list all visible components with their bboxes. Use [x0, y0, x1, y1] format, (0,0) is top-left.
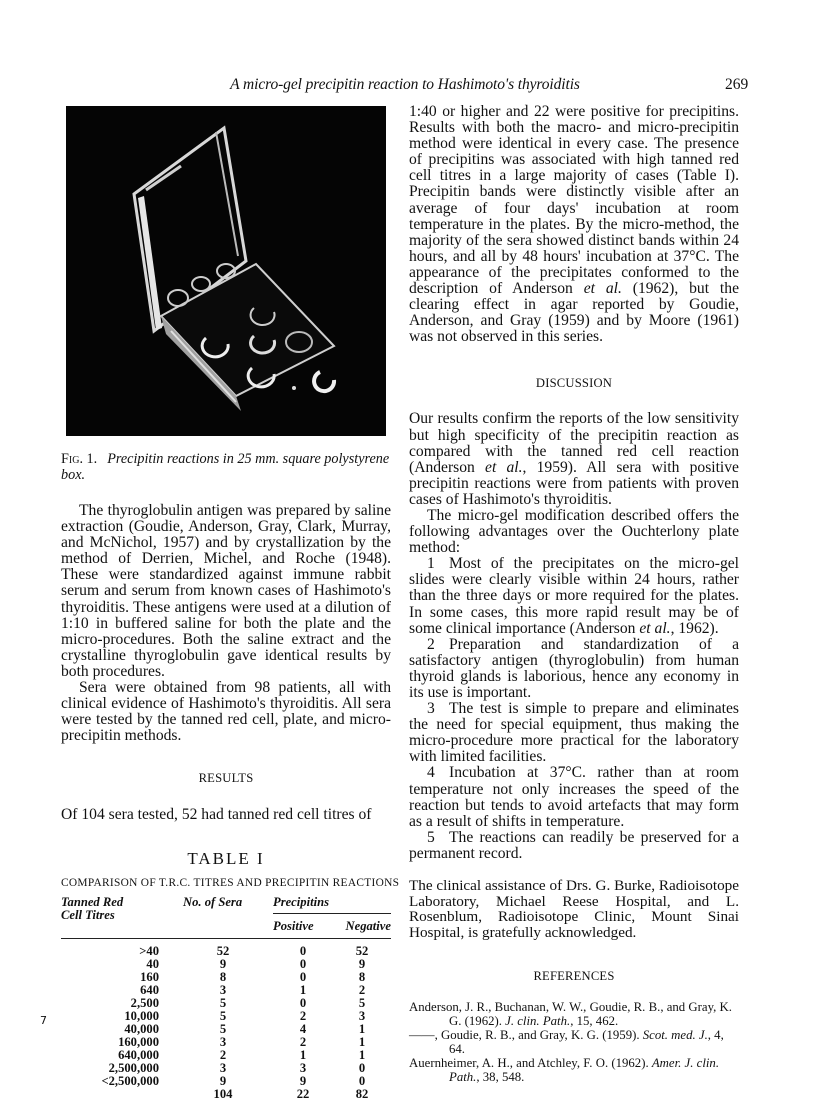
- cell-titre: 40: [146, 956, 159, 971]
- cell-positive: 0: [299, 956, 307, 971]
- cell-sera: 5: [219, 1021, 227, 1036]
- discussion-paragraph-1: Our results confirm the reports of the low sensitivity but high specificity of the precipitin reaction as compared with the tanned red cell reaction (Anderson et al., 1959). All sera with positive precipitin reactions were from patients with proven cases of Hashimoto's thyroiditis.: [409, 410, 739, 508]
- running-head: [0, 76, 816, 96]
- cell-positive: 0: [299, 943, 307, 958]
- cell-negative: 8: [358, 969, 366, 984]
- cell-negative: 0: [358, 1060, 366, 1075]
- cell-titre: 40,000: [124, 1021, 159, 1036]
- cell-sera: 5: [219, 995, 227, 1010]
- cell-sera: 52: [216, 943, 230, 958]
- total-positive: 22: [296, 1086, 310, 1101]
- cell-positive: 0: [299, 969, 307, 984]
- acknowledgement: The clinical assistance of Drs. G. Burke, Radioisotope Laboratory, Michael Reese Hospital, and L. Rosenblum, Radioisotope Clinic, Mount Sinai Hospital, is gratefully acknowledged.: [409, 877, 739, 942]
- cell-sera: 2: [219, 1047, 227, 1062]
- table-row: [61, 945, 391, 958]
- references-list: [409, 1000, 739, 1084]
- cell-titre: 10,000: [124, 1008, 159, 1023]
- table-header-row: [61, 896, 391, 914]
- titre-precipitin-table: [61, 896, 391, 1101]
- results-paragraph-continued: 1:40 or higher and 22 were positive for precipitins. Results with both the macro- and micro-precipitin method were identical in every case. The presence of precipitins was associated with high tanned red cell titres in a large majority of cases (Table I). Precipitin bands were distinctly visible after an average of four days' incubation at room temperature in the plates. By the micro-method, the majority of the sera showed distinct bands within 24 hours, and all by 48 hours' incubation at 37°C. The appearance of the precipitates conformed to the description of Anderson et al. (1962), but the clearing effect in agar reported by Goudie, Anderson, and Gray (1959) and by Moore (1961) was not observed in this series.: [409, 103, 739, 346]
- table-row: [61, 971, 391, 984]
- figure-photo-polystyrene-box: [66, 106, 386, 436]
- figure-caption-text: Precipitin reactions in 25 mm. square polystyrene box.: [61, 451, 390, 483]
- cell-negative: 9: [358, 956, 366, 971]
- table-row: [61, 1075, 391, 1088]
- reference-item: ——, Goudie, R. B., and Gray, K. G. (1959). Scot. med. J., 4, 64.: [409, 1027, 724, 1056]
- cell-positive: 9: [299, 1073, 307, 1088]
- cell-positive: 1: [299, 1047, 307, 1062]
- cell-negative: 1: [358, 1047, 366, 1062]
- running-title: A micro-gel precipitin reaction to Hashimoto's thyroiditis: [230, 76, 580, 93]
- reference-item: Auernheimer, A. H., and Atchley, F. O. (1962). Amer. J. clin. Path., 38, 548.: [409, 1055, 720, 1084]
- discussion-heading: DISCUSSION: [535, 376, 613, 391]
- table-row: [61, 1049, 391, 1062]
- cell-negative: 5: [358, 995, 366, 1010]
- header-titres: Tanned Red Cell Titres: [61, 894, 124, 922]
- header-precipitins: Precipitins: [273, 896, 391, 914]
- advantage-item-3: 3 The test is simple to prepare and eliminates the need for special equipment, thus making the micro-procedure more practical for the laboratory with limited facilities.: [409, 700, 739, 766]
- cell-titre: 2,500: [130, 995, 159, 1010]
- table-row: [61, 1023, 391, 1036]
- cell-negative: 1: [358, 1034, 366, 1049]
- right-column: [409, 104, 739, 1084]
- table-row: [61, 984, 391, 997]
- header-negative: Negative: [345, 918, 391, 933]
- cell-positive: 2: [299, 1034, 307, 1049]
- table-row: [61, 997, 391, 1010]
- cell-sera: 3: [219, 1060, 227, 1075]
- table-row: [61, 1062, 391, 1075]
- cell-titre: <2,500,000: [101, 1073, 159, 1088]
- cell-positive: 2: [299, 1008, 307, 1023]
- methods-paragraph-antigen: The thyroglobulin antigen was prepared by saline extraction (Goudie, Anderson, Gray, Clark, Murray, and McNichol, 1957) and by crystallization by the method of Derrien, Michel, and Roche (1948). These were standardized against immune rabbit serum and serum from known cases of Hashimoto's thyroiditis. These antigens were used at a dilution of 1:10 in buffered saline for both the plate and the micro-procedures. Both the saline extract and the crystalline thyroglobulin gave identical results by both procedures.: [61, 502, 391, 680]
- header-positive: Positive: [273, 918, 314, 933]
- page-number: 269: [725, 76, 749, 93]
- cell-sera: 5: [219, 1008, 227, 1023]
- cell-negative: 2: [358, 982, 366, 997]
- cell-sera: 3: [219, 1034, 227, 1049]
- cell-titre: >40: [139, 943, 159, 958]
- advantage-item-5: 5 The reactions can readily be preserved for a permanent record.: [409, 828, 739, 862]
- cell-negative: 0: [358, 1073, 366, 1088]
- table-subtitle: COMPARISON OF T.R.C. TITRES AND PRECIPITIN REACTIONS: [61, 876, 400, 889]
- cell-titre: 160: [140, 969, 159, 984]
- cell-titre: 640,000: [118, 1047, 159, 1062]
- total-negative: 82: [355, 1086, 369, 1101]
- table-row: [61, 958, 391, 971]
- cell-positive: 0: [299, 995, 307, 1010]
- advantage-item-2: 2 Preparation and standardization of a satisfactory antigen (thyroglobulin) from human thyroid glands is laborious, hence any economy in its use is important.: [409, 635, 739, 701]
- left-column: [61, 502, 400, 1101]
- cell-sera: 3: [219, 982, 227, 997]
- cell-negative: 3: [358, 1008, 366, 1023]
- references-heading: REFERENCES: [533, 968, 615, 983]
- cell-negative: 52: [355, 943, 369, 958]
- cell-negative: 1: [358, 1021, 366, 1036]
- advantage-item-1: 1 Most of the precipitates on the micro-gel slides were clearly visible within 24 hours, rather than the three days or more required for the plates. In some cases, this more rapid result may be of some clinical importance (Anderson et al., 1962).: [409, 555, 739, 637]
- header-no-of-sera: No. of Sera: [183, 894, 243, 909]
- table-title: TABLE I: [187, 848, 265, 868]
- polystyrene-box-illustration: [66, 106, 386, 436]
- figure-caption: [61, 451, 391, 483]
- cell-positive: 3: [299, 1060, 307, 1075]
- figure-label: Fig. 1.: [61, 451, 98, 467]
- table-row: [61, 1036, 391, 1049]
- discussion-paragraph-2: The micro-gel modification described offers the following advantages over the Ouchterlony plate method:: [409, 506, 739, 557]
- cell-titre: 160,000: [118, 1034, 159, 1049]
- table-row: [61, 1010, 391, 1023]
- cell-sera: 9: [219, 956, 227, 971]
- cell-sera: 9: [219, 1073, 227, 1088]
- cell-titre: 640: [140, 982, 159, 997]
- cell-titre: 2,500,000: [108, 1060, 159, 1075]
- table-totals-row: [61, 1088, 391, 1101]
- cell-positive: 1: [299, 982, 307, 997]
- results-paragraph-start: Of 104 sera tested, 52 had tanned red cell titres of: [61, 806, 372, 824]
- reference-item: Anderson, J. R., Buchanan, W. W., Goudie, R. B., and Gray, K. G. (1962). J. clin. Path., 15, 462.: [409, 999, 732, 1028]
- signature-mark: 7: [40, 1014, 47, 1027]
- total-sera: 104: [213, 1086, 233, 1101]
- methods-paragraph-sera: Sera were obtained from 98 patients, all with clinical evidence of Hashimoto's thyroiditis. All sera were tested by the tanned red cell, plate, and micro-precipitin methods.: [61, 679, 391, 745]
- cell-positive: 4: [299, 1021, 307, 1036]
- cell-sera: 8: [219, 969, 227, 984]
- results-heading: RESULTS: [198, 771, 254, 786]
- advantage-item-4: 4 Incubation at 37°C. rather than at room temperature not only increases the speed of the reaction but tends to avoid artefacts that may form as a result of shifts in temperature.: [409, 764, 739, 830]
